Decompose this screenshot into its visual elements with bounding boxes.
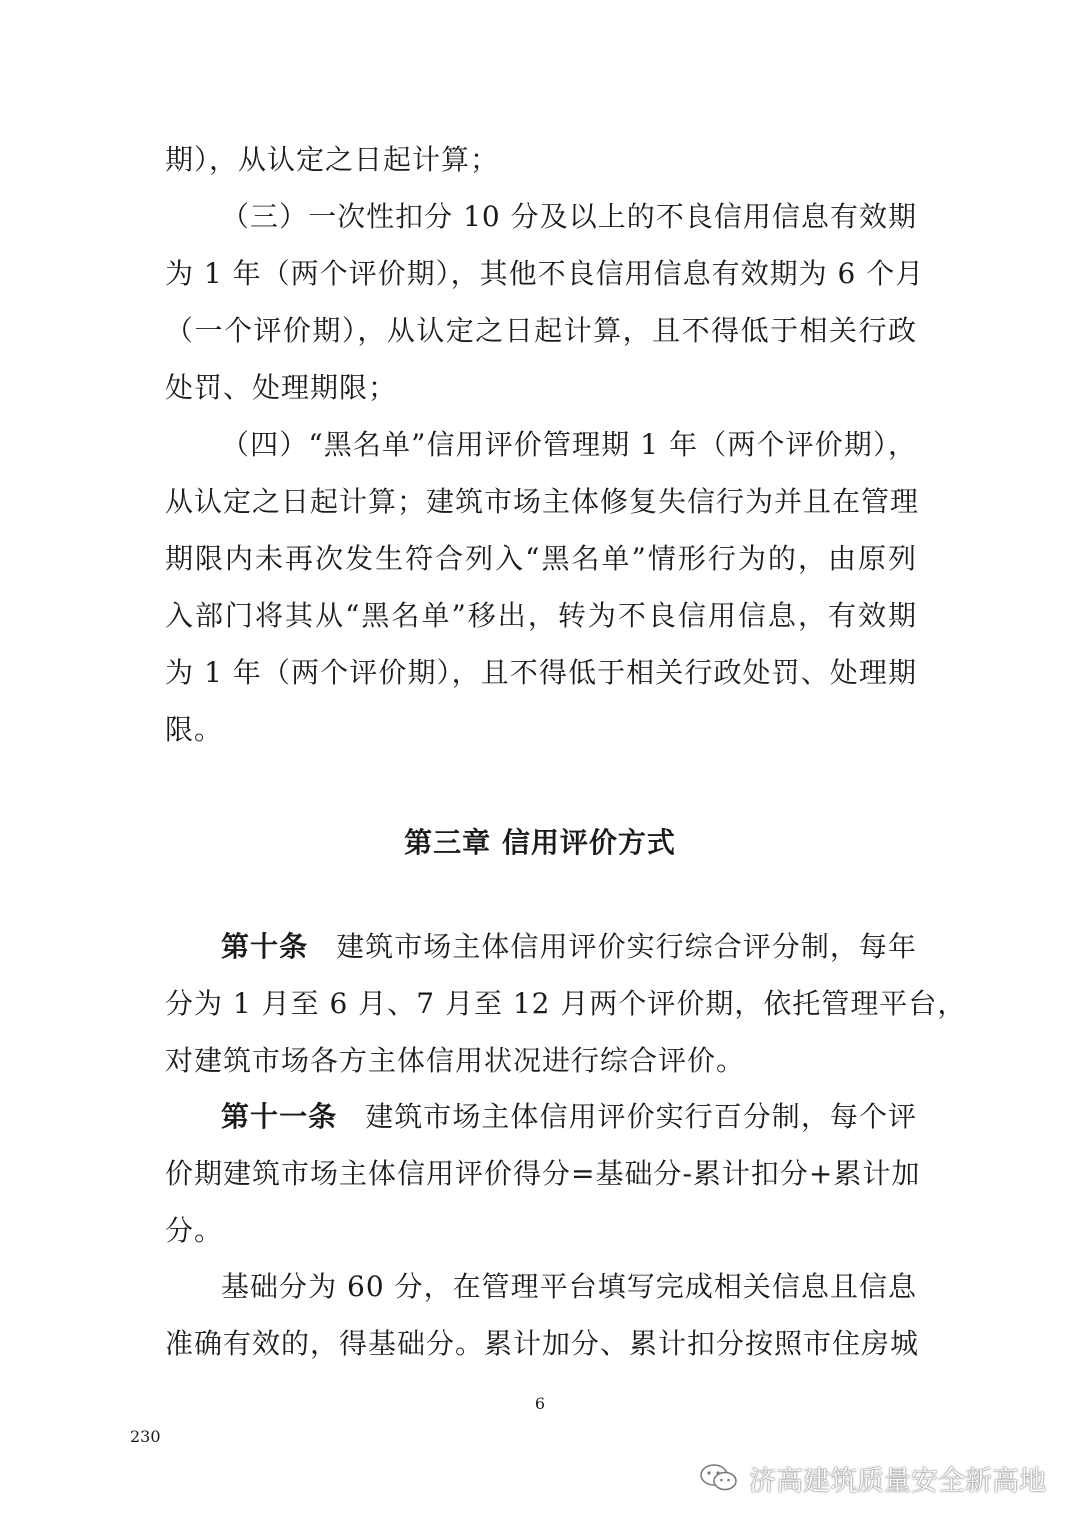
text-line: 为 1 年（两个评价期），其他不良信用信息有效期为 6 个月 [165, 257, 925, 290]
text-line: 价期建筑市场主体信用评价得分=基础分-累计扣分+累计加 [165, 1157, 921, 1190]
article-text: 建筑市场主体信用评价实行百分制，每个评 [365, 1100, 917, 1133]
text-line: （一个评价期），从认定之日起计算，且不得低于相关行政 [165, 314, 917, 347]
text-line: 分为 1 月至 6 月、7 月至 12 月两个评价期，依托管理平台， [165, 987, 967, 1020]
text-line: （四）“黑名单”信用评价管理期 1 年（两个评价期）， [221, 428, 917, 461]
wechat-icon [699, 1462, 739, 1494]
text-line: 处罚、处理期限； [165, 371, 398, 404]
watermark [699, 1458, 1046, 1498]
text-line: 基础分为 60 分，在管理平台填写完成相关信息且信息 [221, 1270, 917, 1303]
article-text: 建筑市场主体信用评价实行综合评分制，每年 [336, 930, 917, 963]
text-line: 分。 [165, 1214, 224, 1247]
article-first-line [165, 1088, 917, 1145]
document-page-number: 230 [130, 1427, 161, 1446]
text-line: 对建筑市场各方主体信用状况进行综合评价。 [165, 1044, 746, 1077]
text-line: 入部门将其从“黑名单”移出，转为不良信用信息，有效期 [165, 599, 917, 632]
text-line: 期），从认定之日起计算； [165, 143, 500, 176]
article-11 [165, 1088, 921, 1259]
text-line: （三）一次性扣分 10 分及以上的不良信用信息有效期 [221, 200, 917, 233]
text-line: 为 1 年（两个评价期），且不得低于相关行政处罚、处理期 [165, 656, 917, 689]
text-line: 期限内未再次发生符合列入“黑名单”情形行为的，由原列 [165, 542, 917, 575]
article-first-line [165, 918, 917, 975]
article-10 [165, 918, 967, 1089]
basic-score-paragraph [165, 1258, 920, 1372]
watermark-text: 济高建筑质量安全新高地 [749, 1465, 1046, 1497]
top-paragraphs [165, 131, 925, 758]
article-label: 第十一条 [221, 1100, 338, 1133]
text-line: 从认定之日起计算；建筑市场主体修复失信行为并且在管理 [165, 485, 920, 518]
chapter-heading: 第三章 信用评价方式 [404, 826, 676, 859]
text-line: 限。 [165, 713, 224, 746]
page-number: 6 [534, 1394, 546, 1413]
text-line: 准确有效的，得基础分。累计加分、累计扣分按照市住房城 [165, 1327, 920, 1360]
article-label: 第十条 [221, 930, 309, 963]
